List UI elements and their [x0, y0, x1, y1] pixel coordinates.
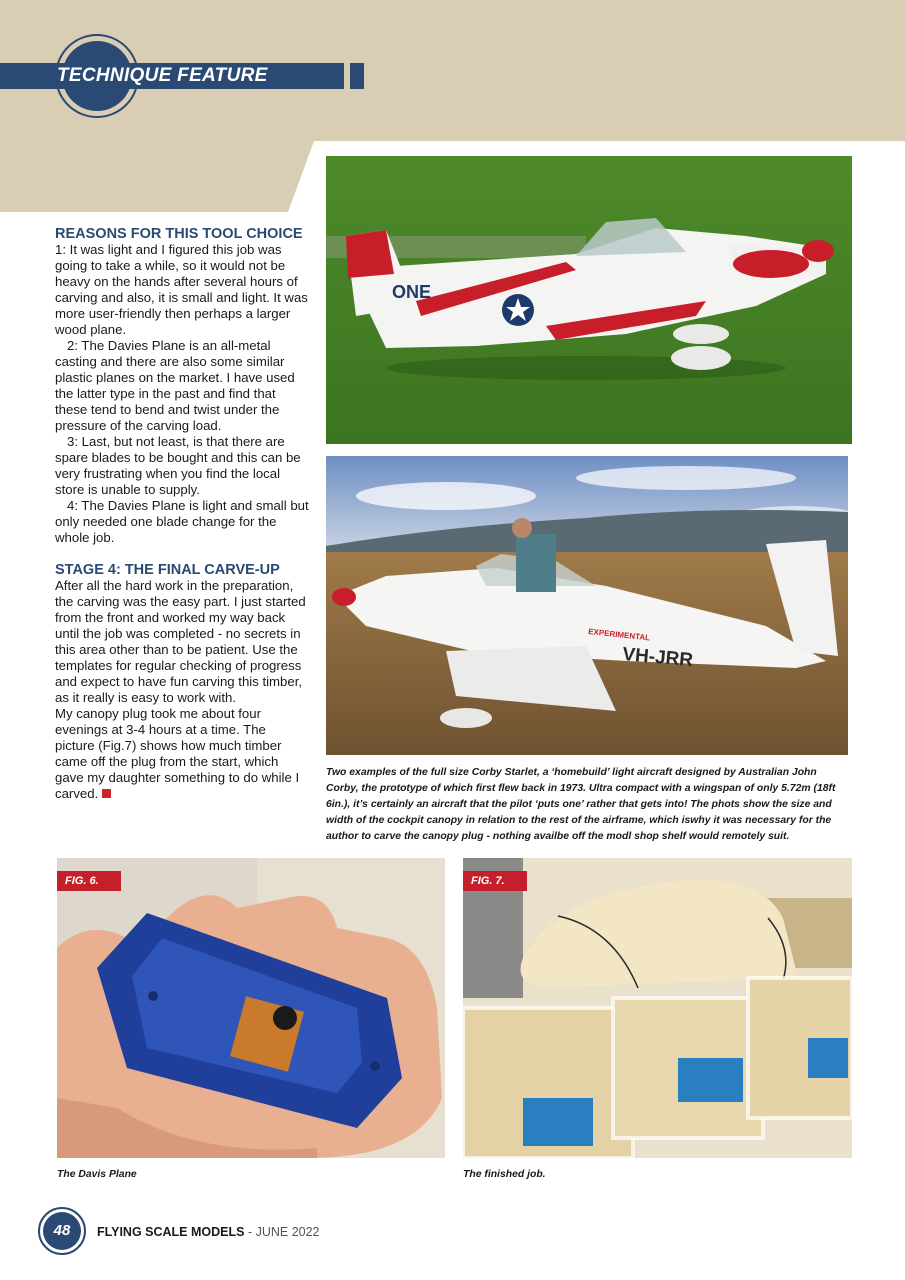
footer-magazine-line	[97, 1224, 320, 1240]
footer-issue-date: JUNE 2022	[255, 1225, 320, 1239]
plane1-markings: ONE	[392, 282, 432, 302]
footer-magazine-name: FLYING SCALE MODELS	[97, 1225, 245, 1239]
feature-title: TECHNIQUE FEATURE	[57, 65, 268, 86]
paragraph-canopy-plug	[55, 706, 309, 802]
caption-corby-starlet: Two examples of the full size Corby Starlet, a ‘homebuild’ light aircraft designed by Australian John Corby, the prototype of which first flew back in 1973. Ultra compact with a wingspan of only 5.72m (18ft 6in.), it’s certainly an aircraft that the pilot ‘puts one’ rather that gets into! The phots show the size and width of the cockpit canopy in relation to the rest of the airframe, which iswhy it was necessary for the author to carve the canopy plug - nothing availbe off the modl shop shelf would remotely suit.	[326, 767, 836, 842]
paragraph-reason-4: 4: The Davies Plane is light and small but only needed one blade change for the whole job.	[55, 498, 309, 545]
paragraph-reason-3: 3: Last, but not least, is that there are spare blades to be bought and this can be very frustrating when you find the local store is unable to supply.	[55, 434, 301, 497]
section-heading-final-carve: STAGE 4: THE FINAL CARVE-UP	[55, 562, 280, 578]
photo-corby-starlet-vh-jrr	[326, 456, 848, 755]
feature-title-bar-end	[350, 63, 364, 89]
photo-fig6-davis-plane	[57, 858, 445, 1158]
photo-corby-starlet-one	[326, 156, 852, 444]
fig6-label: FIG. 6.	[57, 871, 121, 891]
caption-fig7: The finished job.	[463, 1169, 546, 1180]
plane2-markings: VH-JRR	[621, 644, 694, 672]
caption-fig6: The Davis Plane	[57, 1169, 137, 1180]
paragraph-carving: After all the hard work in the preparation, the carving was the easy part. I just started from the front and worked my way back until the job was completed - no secrets in this area other than to be patient. Use the templates for regular checking of progress and expect to have fun carving this timber, as it really is easy to work with.	[55, 578, 306, 705]
end-mark-icon	[102, 789, 111, 798]
paragraph-canopy-plug-text: My canopy plug took me about four evenings at 3-4 hours at a time. The picture (Fig.7) shows how much timber came off the plug from the start, which gave my daughter something to do while I carved.	[55, 706, 300, 801]
fig7-label: FIG. 7.	[463, 871, 527, 891]
page-number: 48	[43, 1212, 81, 1250]
plane2-small-markings: EXPERIMENTAL	[587, 627, 651, 643]
paragraph-reason-2: 2: The Davies Plane is an all-metal casting and there are also some similar plastic planes on the market. I have used the latter type in the past and find that these tend to bend and twist under the pressure of the carving load.	[55, 338, 295, 433]
photo-fig7-finished-job	[463, 858, 852, 1158]
footer-separator: -	[244, 1225, 256, 1239]
section-heading-tool-choice: REASONS FOR THIS TOOL CHOICE	[55, 226, 303, 242]
article-text	[55, 226, 309, 802]
paragraph-reason-1: 1: It was light and I figured this job was going to take a while, so it would not be heavy on the hands after several hours of carving and also, it is small and light. It was more user-friendly then perhaps a larger wood plane.	[55, 242, 308, 337]
